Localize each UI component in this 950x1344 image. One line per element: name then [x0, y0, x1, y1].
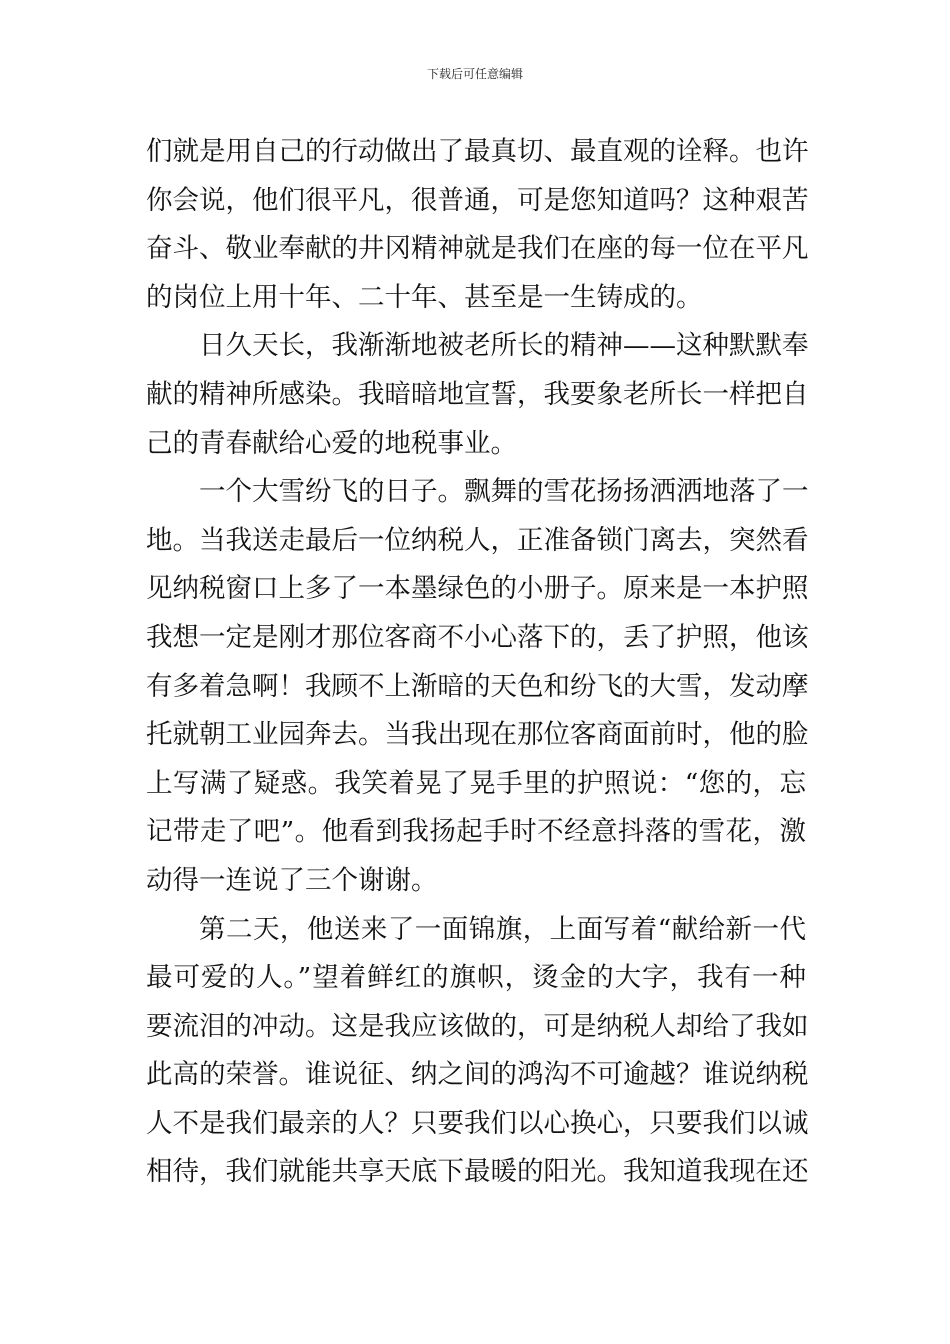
- text-line: 最可爱的人。”望着鲜红的旗帜，烫金的大字，我有一种: [146, 962, 806, 994]
- text-line: 相待，我们就能共享天底下最暖的阳光。我知道我现在还: [146, 1156, 809, 1188]
- paragraph: [146, 906, 809, 1198]
- text-line: 们就是用自己的行动做出了最真切、最直观的诠释。也许: [146, 136, 809, 167]
- text-line: 一个大雪纷飞的日子。飘舞的雪花扬扬洒洒地落了一: [199, 476, 809, 508]
- paragraph: [146, 468, 809, 905]
- paragraph: [146, 322, 809, 468]
- text-line: 此高的荣誉。谁说征、纳之间的鸿沟不可逾越？谁说纳税: [146, 1059, 809, 1091]
- text-line: 动得一连说了三个谢谢。: [146, 864, 438, 896]
- text-line: 的岗位上用十年、二十年、甚至是一生铸成的。: [146, 281, 703, 313]
- text-line: 第二天，他送来了一面锦旗，上面写着“献给新一代: [199, 913, 806, 945]
- text-line: 奋斗、敬业奉献的井冈精神就是我们在座的每一位在平凡: [146, 233, 809, 265]
- text-line: 要流泪的冲动。这是我应该做的，可是纳税人却给了我如: [146, 1010, 809, 1042]
- text-line: 上写满了疑惑。我笑着晃了晃手里的护照说：“您的，忘: [146, 767, 806, 799]
- text-line: 己的青春献给心爱的地税事业。: [146, 427, 517, 459]
- text-line: 人不是我们最亲的人？只要我们以心换心，只要我们以诚: [146, 1107, 809, 1139]
- text-line: 献的精神所感染。我暗暗地宣誓，我要象老所长一样把自: [146, 378, 809, 410]
- text-line: 我想一定是刚才那位客商不小心落下的，丢了护照，他该: [146, 621, 809, 653]
- paragraph: [146, 128, 809, 322]
- text-line: 有多着急啊！我顾不上渐暗的天色和纷飞的大雪，发动摩: [146, 670, 809, 702]
- text-line: 日久天长，我渐渐地被老所长的精神——这种默默奉: [199, 330, 809, 362]
- text-line: 你会说，他们很平凡，很普通，可是您知道吗？这种艰苦: [146, 184, 809, 216]
- text-line: 托就朝工业园奔去。当我出现在那位客商面前时，他的脸: [146, 719, 809, 751]
- text-line: 地。当我送走最后一位纳税人，正准备锁门离去，突然看: [146, 524, 809, 556]
- text-line: 记带走了吧”。他看到我扬起手时不经意抖落的雪花，激: [146, 816, 806, 848]
- page-header: 下载后可任意编辑: [426, 67, 523, 81]
- document-body: [146, 128, 809, 1197]
- text-line: 见纳税窗口上多了一本墨绿色的小册子。原来是一本护照: [146, 573, 809, 605]
